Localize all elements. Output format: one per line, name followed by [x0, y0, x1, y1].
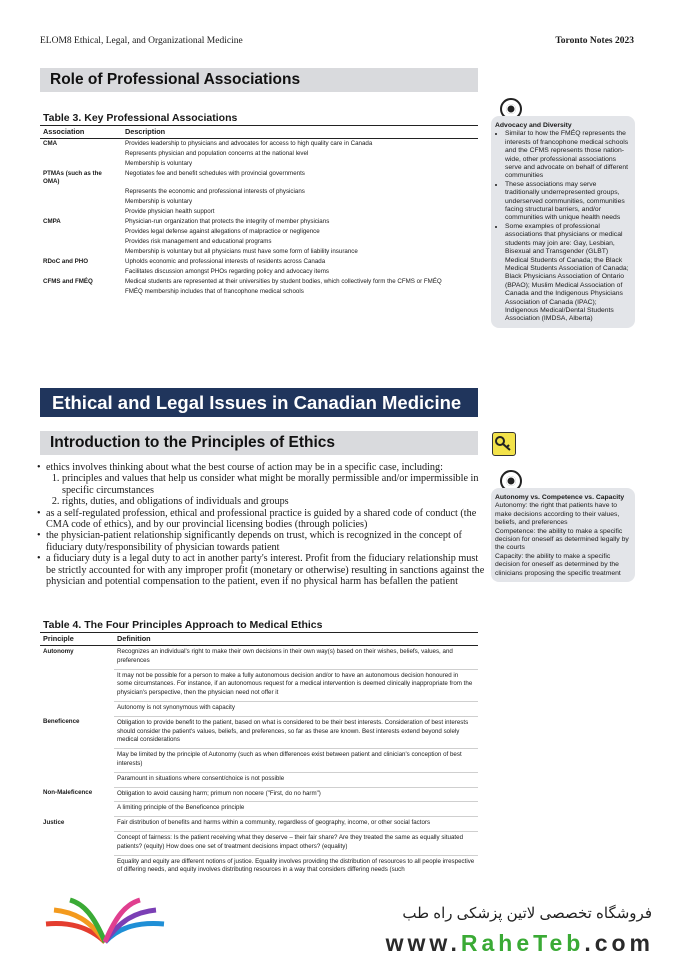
- table-row: [40, 817, 478, 832]
- table-row: [40, 749, 478, 773]
- row-label-cell: Beneficence: [43, 718, 80, 726]
- table-row: [40, 669, 478, 701]
- row-description-cell: Negotiates fee and benefit schedules with provincial governments: [125, 170, 305, 177]
- row-label-cell: CMA: [43, 140, 58, 147]
- list-item-text: ethics involves thinking about what the best course of action may be in a specific case, including:: [46, 462, 443, 473]
- row-label-cell: [40, 187, 122, 197]
- key-icon: [492, 432, 516, 456]
- sub-list-item: 2. rights, duties, and obligations of individuals and groups: [62, 496, 490, 507]
- table-row: [40, 197, 478, 207]
- row-label-cell: CFMS and FMÉQ: [43, 278, 93, 285]
- sidebar-item: • Similar to how the FMÉQ represents the interests of francophone medical schools and the CFMS represents those nation-wide, other professional associations serve and advocate on behalf of different communities: [505, 130, 631, 180]
- sidebar-autonomy-capacity: [491, 488, 635, 582]
- row-description-cell: FMÉQ membership includes that of francophone medical schools: [125, 288, 304, 295]
- table-row: [40, 267, 478, 277]
- store-name: فروشگاه تخصصی لاتین پزشکی راه طب: [402, 905, 652, 922]
- column-header: Description: [122, 126, 478, 139]
- section-heading-ethics: [40, 431, 478, 455]
- table4-caption: Table 4. The Four Principles Approach to Medical Ethics: [43, 619, 323, 631]
- row-description-cell: A limiting principle of the Beneficence principle: [114, 802, 478, 817]
- row-description-cell: Represents the economic and professional interests of physicians: [125, 188, 305, 195]
- row-label-cell: [40, 772, 114, 787]
- sidebar-title: Autonomy vs. Competence vs. Capacity: [495, 494, 625, 501]
- row-label-cell: [40, 287, 122, 297]
- row-label-cell: RDoC and PHO: [43, 258, 89, 265]
- row-label-cell: [40, 855, 114, 878]
- sidebar-list: [491, 130, 635, 323]
- row-description-cell: Fair distribution of benefits and harms within a community, regardless of geography, income, or other social factors: [114, 817, 478, 832]
- table-four-principles: [40, 632, 478, 878]
- table-row: [40, 237, 478, 247]
- row-description-cell: Provides legal defense against allegations of malpractice or negligence: [125, 228, 320, 235]
- row-label-cell: [40, 669, 114, 701]
- table-row: [40, 169, 478, 187]
- row-description-cell: Provide physician health support: [125, 208, 215, 215]
- row-description-cell: Membership is voluntary: [125, 198, 193, 205]
- row-label-cell: [40, 227, 122, 237]
- column-header: Principle: [40, 633, 114, 646]
- sidebar-advocacy-diversity: [491, 116, 635, 328]
- key-glyph-icon: [493, 433, 514, 454]
- row-label-cell: Autonomy: [43, 648, 74, 655]
- table-row: [40, 716, 478, 748]
- table-row: [40, 772, 478, 787]
- table-row: [40, 149, 478, 159]
- table-row: [40, 187, 478, 197]
- row-label-cell: [40, 149, 122, 159]
- sub-list: [46, 473, 490, 507]
- list-item: • as a self-regulated profession, ethical and professional practice is guided by a shared code of conduct (the CMA code of ethics), and by our provincial licensing bodies (through policies): [46, 508, 490, 531]
- row-label-cell: Justice: [43, 818, 65, 826]
- sidebar-item: • Some examples of professional associations that physicians or medical students may join are: Gay, Lesbian, Bisexual and Transgender (GLBT) Medical Students of Canada; the Black Medical Students Association of Canada; Black Physicians Association of Ontario (BPAO); Muslim Medical Association of Canada and the Indigenous Physicians Association of Canada (IPAC); Indigenous Medical/Dental Students Association (IMDSA, Alberta): [505, 223, 631, 324]
- row-label-cell: [40, 207, 122, 217]
- table-row: [40, 257, 478, 267]
- sidebar-line: Competence: the ability to make a specific decision for oneself as determined legally by the courts: [495, 527, 629, 552]
- row-description-cell: Obligation to avoid causing harm; primum non nocere ("First, do no harm"): [114, 787, 478, 802]
- row-description-cell: Facilitates discussion amongst PHOs regarding policy and advocacy items: [125, 268, 329, 275]
- table-row: [40, 701, 478, 716]
- table-row: [40, 787, 478, 802]
- row-label-cell: [40, 701, 114, 716]
- sidebar-line: Capacity: the ability to make a specific decision for oneself as determined by the clinicians proposing the specific treatment: [495, 552, 621, 577]
- store-footer: [0, 884, 684, 961]
- running-header: [40, 36, 634, 46]
- row-label-cell: [40, 197, 122, 207]
- section-title: Role of Professional Associations: [50, 71, 301, 88]
- row-description-cell: Concept of fairness: Is the patient receiving what they deserve – their fair share? Are they treated the same as equally situated patients? (equity) How does one set of treatment decisions impact others? (equality): [114, 831, 478, 855]
- table-row: [40, 855, 478, 878]
- row-description-cell: May be limited by the principle of Autonomy (such as when differences exist between patient and clinician's conception of best interests): [114, 749, 478, 773]
- row-label-cell: [40, 749, 114, 773]
- list-item: [46, 462, 490, 508]
- list-item: • the physician-patient relationship significantly depends on trust, which is recognized in the concept of fiduciary duty/responsibility of physician towards patient: [46, 530, 490, 553]
- list-item: • a fiduciary duty is a legal duty to act in another party's interest. Profit from the fiduciary relationship must be strictly accounted for with any improper profit (monetary or otherwise) resulting in sanctions against the physician and potential compensation to the patient, even if no physical harm has befallen the patient: [46, 553, 490, 587]
- row-label-cell: PTMAs (such as the OMA): [43, 170, 102, 185]
- table-professional-associations: [40, 125, 478, 297]
- sidebar-title: Advocacy and Diversity: [495, 122, 572, 129]
- row-description-cell: Obligation to provide benefit to the patient, based on what is considered to be their best interests. Consideration of best interests should consider the patient's values, beliefs, and preferences, so far as these are known. Best interests extend beyond solely medical considerations: [114, 716, 478, 748]
- row-label-cell: [40, 802, 114, 817]
- row-description-cell: Provides risk management and educational programs: [125, 238, 272, 245]
- row-description-cell: Membership is voluntary: [125, 160, 193, 167]
- header-edition: Toronto Notes 2023: [555, 36, 634, 46]
- table-row: [40, 217, 478, 227]
- chapter-title: Ethical and Legal Issues in Canadian Medicine: [52, 392, 462, 413]
- header-chapter: ELOM8 Ethical, Legal, and Organizational Medicine: [40, 36, 243, 46]
- row-description-cell: Autonomy is not synonymous with capacity: [114, 701, 478, 716]
- table-row: [40, 802, 478, 817]
- row-label-cell: Non-Maleficence: [43, 789, 93, 797]
- row-description-cell: Provides leadership to physicians and advocates for access to high quality care in Canada: [125, 140, 373, 147]
- table-row: [40, 227, 478, 237]
- table-row: [40, 139, 478, 150]
- row-label-cell: CMPA: [43, 218, 61, 225]
- row-label-cell: [40, 159, 122, 169]
- row-description-cell: Membership is voluntary but all physicians must have some form of liability insurance: [125, 248, 358, 255]
- row-label-cell: [40, 237, 122, 247]
- row-description-cell: Equality and equity are different notions of justice. Equality involves providing the distribution of resources to all people irrespective of differing needs, and equity involves distributing resources in a way that considers differing needs (such: [114, 855, 478, 878]
- row-description-cell: Represents physician and population concerns at the national level: [125, 150, 309, 157]
- table-row: [40, 831, 478, 855]
- row-description-cell: Physician-run organization that protects the integrity of member physicians: [125, 218, 330, 225]
- url-suffix: .com: [584, 930, 654, 956]
- url-prefix: www.: [385, 930, 461, 956]
- row-label-cell: [40, 247, 122, 257]
- sidebar-item: • These associations may serve traditionally underrepresented groups, underserved communities, communities facing structural barriers, and/or communities with unique health needs: [505, 181, 631, 223]
- store-url[interactable]: [386, 930, 654, 957]
- section-heading-associations: [40, 68, 478, 92]
- table-row: [40, 247, 478, 257]
- row-description-cell: Paramount in situations where consent/choice is not possible: [114, 772, 478, 787]
- table-row: [40, 159, 478, 169]
- book-logo-icon: [40, 896, 170, 948]
- table-row: [40, 277, 478, 287]
- column-header: Definition: [114, 633, 478, 646]
- row-label-cell: [40, 267, 122, 277]
- table-row: [40, 287, 478, 297]
- row-description-cell: Medical students are represented at their universities by student bodies, which collectively form the CFMS or FMÉQ: [125, 278, 442, 285]
- sidebar-line: Autonomy: the right that patients have to make decisions according to their values, beliefs, and preferences: [495, 502, 620, 527]
- table3-caption: Table 3. Key Professional Associations: [43, 112, 238, 124]
- row-description-cell: Upholds economic and professional interests of residents across Canada: [125, 258, 326, 265]
- sub-list-item: 1. principles and values that help us consider what might be morally permissible and/or impermissible in specific circumstances: [62, 473, 490, 496]
- section-title: Introduction to the Principles of Ethics: [50, 434, 336, 451]
- url-brand: RaheTeb: [460, 930, 585, 956]
- table-row: [40, 646, 478, 670]
- row-description-cell: Recognizes an individual's right to make their own decisions in their own way(s) based on their wishes, beliefs, values, and preferences: [117, 648, 453, 664]
- ethics-intro-list: [34, 462, 490, 587]
- chapter-heading: [40, 388, 478, 417]
- column-header: Association: [40, 126, 122, 139]
- table-row: [40, 207, 478, 217]
- row-description-cell: It may not be possible for a person to make a fully autonomous decision and/or to have an autonomous decision honoured in some circumstances. For instance, if an autonomous request for a medical intervention is deemed clinically inappropriate from the physician's perspective, then the physician need not offer it: [114, 669, 478, 701]
- row-label-cell: [40, 831, 114, 855]
